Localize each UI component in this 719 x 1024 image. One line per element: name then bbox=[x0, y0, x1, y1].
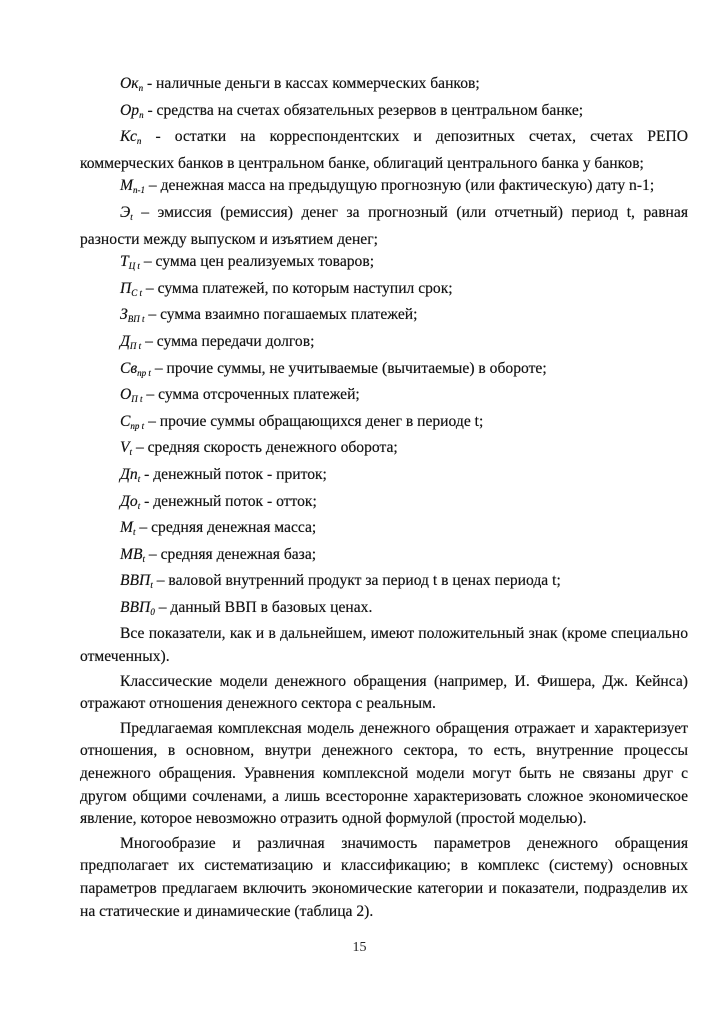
definition-text: – средняя денежная масса; bbox=[135, 519, 317, 537]
definition-item bbox=[80, 544, 688, 571]
symbol-subscript: t bbox=[137, 500, 141, 511]
definition-text: – прочие суммы обращающихся денег в периоде t; bbox=[144, 412, 484, 430]
paragraph: Все показатели, как и в дальнейшем, имеют положительный знак (кроме специально отмеченных). bbox=[80, 625, 688, 666]
symbol-base: Св bbox=[120, 359, 138, 377]
page-number: 15 bbox=[352, 940, 367, 955]
symbol bbox=[120, 360, 151, 377]
definition-item bbox=[80, 411, 688, 438]
symbol-subscript: t bbox=[129, 447, 133, 458]
definition-text: – средняя скорость денежного оборота; bbox=[132, 439, 398, 457]
definition-item bbox=[80, 100, 688, 127]
symbol-base: З bbox=[120, 306, 128, 324]
definition-item bbox=[80, 202, 688, 251]
symbol bbox=[120, 306, 144, 323]
symbol bbox=[120, 333, 141, 350]
symbol-subscript: С t bbox=[131, 287, 143, 298]
definition-text: – сумма передачи долгов; bbox=[141, 332, 315, 350]
symbol-base: До bbox=[120, 492, 138, 510]
symbol-subscript: п bbox=[136, 136, 142, 147]
symbol bbox=[120, 204, 133, 221]
definition-item bbox=[80, 517, 688, 544]
definition-text: - остатки на корреспондентских и депозитных счетах, счетах РЕПО коммерческих банков в центральном банке, облигаций центрального банка у банков; bbox=[80, 128, 688, 172]
symbol bbox=[120, 519, 136, 536]
symbol bbox=[120, 386, 143, 403]
symbol-base: М bbox=[120, 177, 133, 195]
symbol-base: V bbox=[120, 439, 130, 457]
definition-item bbox=[80, 358, 688, 385]
symbol-subscript: ВП t bbox=[127, 314, 145, 325]
symbol bbox=[120, 493, 140, 510]
definition-text: – средняя денежная база; bbox=[145, 545, 317, 563]
symbol bbox=[120, 439, 132, 456]
symbol-subscript: t bbox=[142, 553, 146, 564]
definition-text: – валовой внутренний продукт за период t в ценах периода t; bbox=[152, 572, 561, 590]
symbol-subscript: П t bbox=[129, 340, 142, 351]
symbol bbox=[120, 253, 140, 270]
symbol bbox=[120, 572, 153, 589]
definition-item bbox=[80, 73, 688, 100]
symbol-subscript: п bbox=[138, 83, 144, 93]
symbol-base: Э bbox=[120, 203, 131, 221]
symbol-base: П bbox=[120, 279, 132, 297]
definition-text: – данный ВВП в базовых ценах. bbox=[154, 598, 373, 616]
symbol-base: С bbox=[120, 412, 131, 430]
definition-item bbox=[80, 464, 688, 491]
definition-text: - наличные деньги в кассах коммерческих банков; bbox=[143, 75, 480, 92]
definition-item bbox=[80, 251, 688, 278]
symbol bbox=[120, 413, 144, 430]
definition-item bbox=[80, 491, 688, 518]
definition-item bbox=[80, 570, 688, 597]
paragraph: Многообразие и различная значимость параметров денежного обращения предполагает их систематизацию и классификацию; в комплекс (систему) основных параметров предлагаем включить экономические категории и показатели, подразделив их на статические и динамические (таблица 2). bbox=[80, 834, 688, 920]
symbol-subscript: n-1 bbox=[133, 185, 145, 196]
symbol-base: МВ bbox=[120, 545, 143, 563]
definition-text: – сумма взаимно погашаемых платежей; bbox=[144, 306, 418, 324]
symbol-subscript: пр t bbox=[137, 367, 151, 378]
symbol-base: Ор bbox=[120, 101, 140, 119]
symbol bbox=[120, 102, 144, 119]
definition-text: – прочие суммы, не учитываемые (вычитаемые) в обороте; bbox=[150, 359, 547, 377]
definition-text: – сумма отсроченных платежей; bbox=[142, 386, 360, 404]
symbol-subscript: t bbox=[150, 580, 153, 591]
symbol-subscript: Ц t bbox=[128, 261, 140, 272]
symbol-subscript: t bbox=[130, 211, 133, 222]
symbol-base: О bbox=[120, 386, 132, 404]
symbol-base: Д bbox=[120, 332, 130, 350]
definition-item bbox=[80, 278, 688, 305]
symbol bbox=[120, 546, 145, 563]
symbol bbox=[120, 280, 142, 297]
symbol-base: ВВП bbox=[120, 572, 151, 590]
definition-item bbox=[80, 304, 688, 331]
symbol bbox=[120, 128, 141, 145]
symbol-subscript: t bbox=[137, 473, 141, 484]
definition-item bbox=[80, 331, 688, 358]
definition-text: – эмиссия (ремиссия) денег за прогнозный (или отчетный) период t, равная разности между выпуском и изъятием денег; bbox=[80, 203, 688, 248]
symbol-base: Дп bbox=[120, 465, 138, 483]
definition-text: - денежный поток - приток; bbox=[140, 465, 327, 483]
symbol-subscript: пр t bbox=[130, 420, 145, 431]
paragraphs bbox=[80, 623, 688, 923]
symbol-base: Т bbox=[120, 253, 129, 271]
paragraph: Классические модели денежного обращения (например, И. Фишера, Дж. Кейнса) отражают отношения денежного сектора с реальным. bbox=[80, 672, 688, 713]
definition-text: – сумма цен реализуемых товаров; bbox=[139, 253, 375, 271]
symbol-subscript: п bbox=[139, 109, 144, 120]
definition-text: - денежный поток - отток; bbox=[140, 492, 317, 510]
paragraph: Предлагаемая комплексная модель денежного обращения отражает и характеризует отношения, в основном, внутри денежного сектора, то есть, внутренние процессы денежного обращения. Уравнения комплексной модели могут быть не связаны друг с другом общими сочленами, а лишь всесторонне характеризовать сложное экономическое явление, которое невозможно отразить одной формулой (простой моделью). bbox=[80, 719, 688, 828]
symbol bbox=[120, 466, 140, 483]
symbol-base: ВВП bbox=[120, 598, 151, 616]
definition-item bbox=[80, 175, 688, 202]
definition-item bbox=[80, 597, 688, 624]
symbol-subscript: 0 bbox=[150, 606, 155, 617]
definition-text: - средства на счетах обязательных резервов в центральном банке; bbox=[143, 101, 584, 119]
definition-item bbox=[80, 126, 688, 175]
definition-text: – сумма платежей, по которым наступил срок; bbox=[142, 279, 453, 297]
definition-item bbox=[80, 437, 688, 464]
symbol-subscript: П t bbox=[131, 394, 143, 405]
definitions-list bbox=[80, 73, 688, 623]
document-body bbox=[80, 73, 688, 923]
symbol-base: Ок bbox=[120, 75, 139, 92]
definition-text: – денежная масса на предыдущую прогнозную (или фактическую) дату n-1; bbox=[145, 177, 655, 195]
symbol-base: М bbox=[120, 519, 133, 537]
symbol bbox=[120, 599, 155, 616]
symbol-base: Кс bbox=[120, 128, 137, 146]
symbol bbox=[120, 75, 143, 92]
symbol-subscript: t bbox=[133, 527, 136, 538]
symbol bbox=[120, 177, 145, 194]
definition-item bbox=[80, 384, 688, 411]
